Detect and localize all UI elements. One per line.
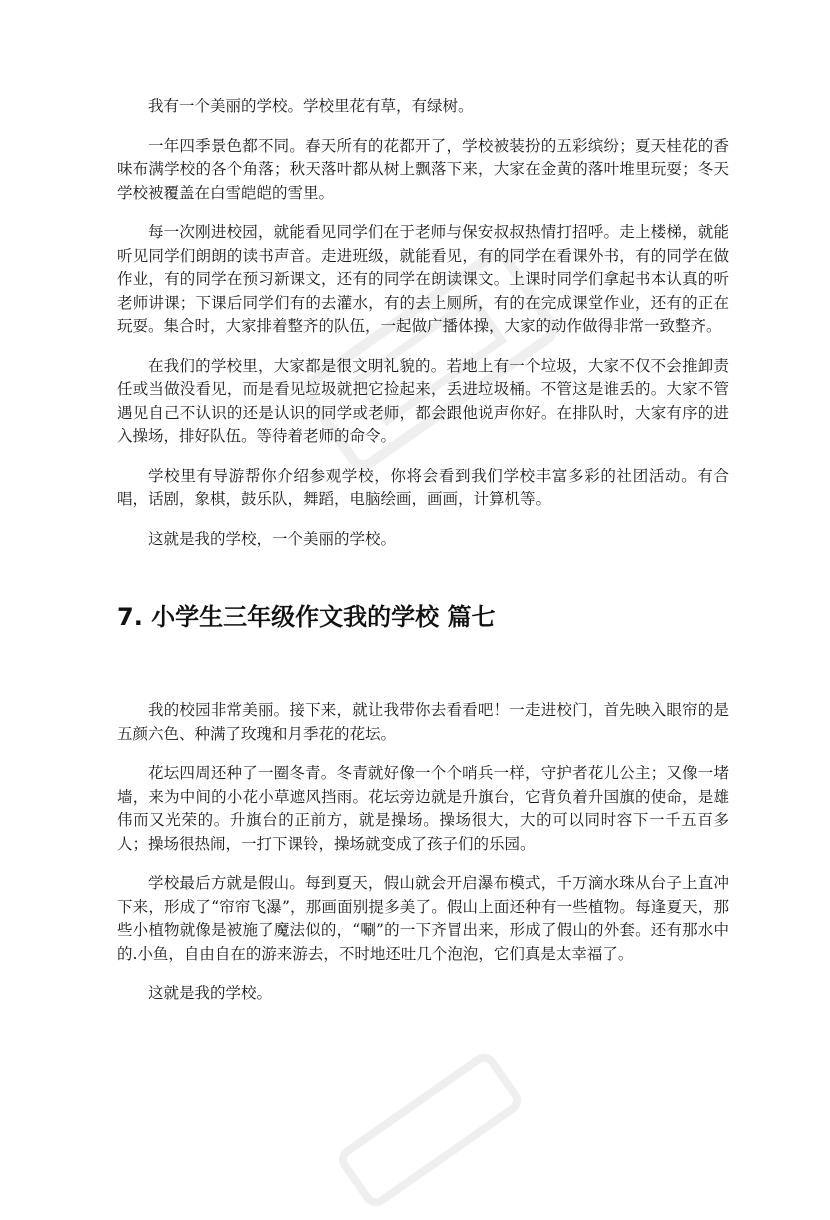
article-body: [117, 95, 729, 1006]
paragraph: 学校最后方就是假山。每到夏天，假山就会开启瀑布模式，千万滴水珠从台子上直冲下来，形成了“帘帘飞瀑”，那画面别提多美了。假山上面还种有一些植物。每逢夏天，那些小植物就像是被施了魔法似的，“唰”的一下齐冒出来，形成了假山的外套。还有那水中的.小鱼，自由自在的游来游去，不时地还吐几个泡泡，它们真是太幸福了。: [117, 874, 729, 963]
paragraph: 在我们的学校里，大家都是很文明礼貌的。若地上有一个垃圾，大家不仅不会推卸责任或当做没看见，而是看见垃圾就把它捡起来，丢进垃圾桶。不管这是谁丢的。大家不管遇见自己不认识的还是认识的同学或老师，都会跟他说声你好。在排队时，大家有序的进入操场，排好队伍。等待着老师的命令。: [117, 356, 729, 445]
paragraph: 这就是我的学校，一个美丽的学校。: [148, 529, 397, 548]
watermark-icon: [325, 1040, 535, 1220]
paragraph: 一年四季景色都不同。春天所有的花都开了，学校被装扮的五彩缤纷；夏天桂花的香味布满学校的各个角落；秋天落叶都从树上飘落下来，大家在金黄的落叶堆里玩耍；冬天学校被覆盖在白雪皑皑的雪里。: [117, 136, 729, 202]
paragraph: 这就是我的学校。: [148, 984, 273, 1002]
paragraph: 我有一个美丽的学校。学校里花有草，有绿树。: [148, 97, 474, 115]
paragraph: 花坛四周还种了一圈冬青。冬青就好像一个个哨兵一样，守护者花儿公主；又像一堵墙，来为中间的小花小草遮风挡雨。花坛旁边就是升旗台，它背负着升国旗的使命，是雄伟而又光荣的。升旗台的正前方，就是操场。操场很大，大的可以同时容下一千五百多人；操场很热闹，一打下课铃，操场就变成了孩子们的乐园。: [117, 764, 729, 853]
section-heading: 7. 小学生三年级作文我的学校 篇七: [117, 603, 496, 631]
paragraph: 我的校园非常美丽。接下来，就让我带你去看看吧！一走进校门，首先映入眼帘的是五颜六色、种满了玫瑰和月季花的花坛。: [117, 701, 729, 743]
paragraph: 学校里有导游帮你介绍参观学校，你将会看到我们学校丰富多彩的社团活动。有合唱，话剧，象棋，鼓乐队，舞蹈，电脑绘画，画画，计算机等。: [117, 466, 729, 508]
paragraph: 每一次刚进校园，就能看见同学们在于老师与保安叔叔热情打招呼。走上楼梯，就能听见同学们朗朗的读书声音。走进班级，就能看见，有的同学在看课外书，有的同学在做作业，有的同学在预习新课文，还有的同学在朗读课文。上课时同学们拿起书本认真的听老师讲课；下课后同学们有的去灌水，有的去上厕所，有的在完成课堂作业，还有的正在玩耍。集合时，大家排着整齐的队伍，一起做广播体操，大家的动作做得非常一致整齐。: [117, 223, 729, 335]
